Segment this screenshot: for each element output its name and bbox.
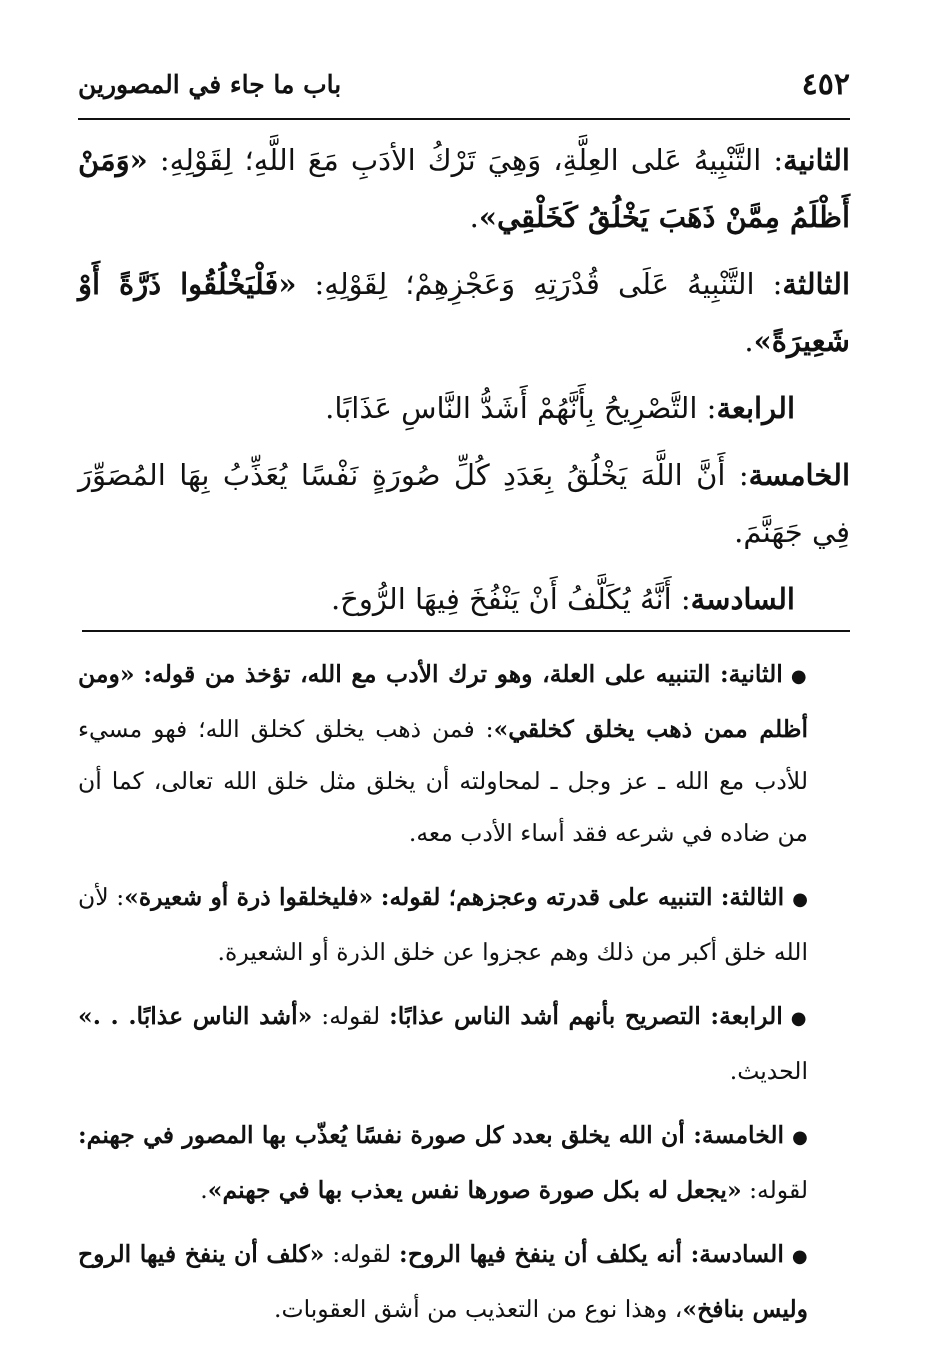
issue-text: : التَّصْرِيحُ بِأَنَّهُمْ أَشَدُّ النَّاسِ عَذَابًا. <box>325 391 717 425</box>
bullet-icon: ● <box>790 666 808 687</box>
commentary-item-3 <box>78 871 850 978</box>
bullet-icon: ● <box>792 1127 808 1148</box>
main-paragraph-4 <box>78 380 850 437</box>
commentary-pre: لقوله: <box>332 1240 400 1268</box>
page-header <box>78 55 850 113</box>
commentary-pre: لقوله: <box>749 1176 808 1204</box>
commentary-text: ، وهذا نوع من التعذيب من أشق العقوبات. <box>274 1295 683 1323</box>
issue-label: الخامسة <box>748 458 850 492</box>
main-paragraph-2 <box>78 132 850 246</box>
commentary-lead: الثانية: التنبيه على العلة، وهو ترك الأدب مع الله، تؤخذ من قوله: <box>143 660 783 688</box>
bullet-icon: ● <box>792 889 808 910</box>
commentary-item-2 <box>78 648 850 859</box>
main-paragraph-5 <box>78 447 850 561</box>
commentary-item-4 <box>78 990 850 1097</box>
bullet-icon: ● <box>791 1246 808 1267</box>
commentary-divider <box>82 630 850 632</box>
chapter-title: باب ما جاء في المصورين <box>78 69 342 99</box>
commentary-text: . <box>200 1176 208 1204</box>
commentary-quote: «فليخلقوا ذرة أو شعيرة» <box>124 883 374 911</box>
main-paragraph-3 <box>78 256 850 370</box>
commentary-text: : لأن الله خلق أكبر من ذلك وهم عجزوا عن خلق الذرة أو الشعيرة. <box>78 883 808 966</box>
header-divider <box>78 118 850 120</box>
commentary-pre: لقوله: <box>321 1002 390 1030</box>
issue-end: . <box>469 200 479 234</box>
commentary-text: : فمن ذهب يخلق كخلق الله؛ فهو مسيء للأدب مع الله ـ عز وجل ـ لمحاولته أن يخلق مثل خلق الله تعالى، كما أن من ضاده في شرعه فقد أساء الأدب معه. <box>78 715 808 847</box>
issue-label: السادسة <box>690 582 795 616</box>
issue-label: الرابعة <box>716 391 795 425</box>
issue-text: : أَنَّهُ يُكَلَّفُ أَنْ يَنْفُخَ فِيهَا الرُّوحَ. <box>330 582 691 616</box>
page-number: ٤٥٢ <box>801 66 850 102</box>
commentary-item-6 <box>78 1228 850 1335</box>
commentary-lead: الثالثة: التنبيه على قدرته وعجزهم؛ لقوله: <box>380 883 785 911</box>
main-text <box>78 132 850 638</box>
issue-label: الثانية <box>783 143 850 177</box>
issue-quote: «وَمَنْ أَظْلَمُ مِمَّنْ ذَهَبَ يَخْلُقُ كَخَلْقِي» <box>78 143 850 234</box>
issue-text: : التَّنْبِيهُ عَلى العِلَّةِ، وَهِيَ تَرْكُ الأدَبِ مَعَ اللَّهِ؛ لِقَوْلِهِ: <box>159 143 784 177</box>
commentary-item-5 <box>78 1109 850 1216</box>
commentary-lead: الخامسة: أن الله يخلق بعدد كل صورة نفسًا يُعذّب بها المصور في جهنم: <box>78 1121 785 1149</box>
commentary-lead: الرابعة: التصريح بأنهم أشد الناس عذابًا: <box>389 1002 783 1030</box>
commentary-text: الحديث. <box>729 1057 808 1085</box>
issue-label: الثالثة <box>782 267 851 301</box>
commentary-quote: «ومن أظلم ممن ذهب يخلق كخلقي» <box>78 660 809 743</box>
commentary-section <box>78 648 850 1347</box>
commentary-lead: السادسة: أنه يكلف أن ينفخ فيها الروح: <box>399 1240 784 1268</box>
issue-text: : أَنَّ اللَّهَ يَخْلُقُ بِعَدَدِ كُلِّ صُورَةٍ نَفْسًا يُعَذِّبُ بِهَا المُصَوِّرَ فِي جَهَنَّمَ. <box>78 458 850 549</box>
issue-text: : التَّنْبِيهُ عَلَى قُدْرَتِهِ وَعَجْزِهِمْ؛ لِقَوْلِهِ: <box>314 267 783 301</box>
commentary-quote: «كلف أن ينفخ فيها الروح وليس بنافخ» <box>78 1240 808 1323</box>
issue-quote: «فَلْيَخْلُقُوا ذَرَّةً أَوْ شَعِيرَةً» <box>78 267 850 358</box>
main-paragraph-6 <box>78 571 850 628</box>
commentary-quote: «يجعل له بكل صورة صورها نفس يعذب بها في جهنم» <box>207 1176 742 1204</box>
bullet-icon: ● <box>790 1008 808 1029</box>
commentary-quote: «أشد الناس عذابًا. . .» <box>78 1002 313 1030</box>
issue-end: . <box>744 324 754 358</box>
